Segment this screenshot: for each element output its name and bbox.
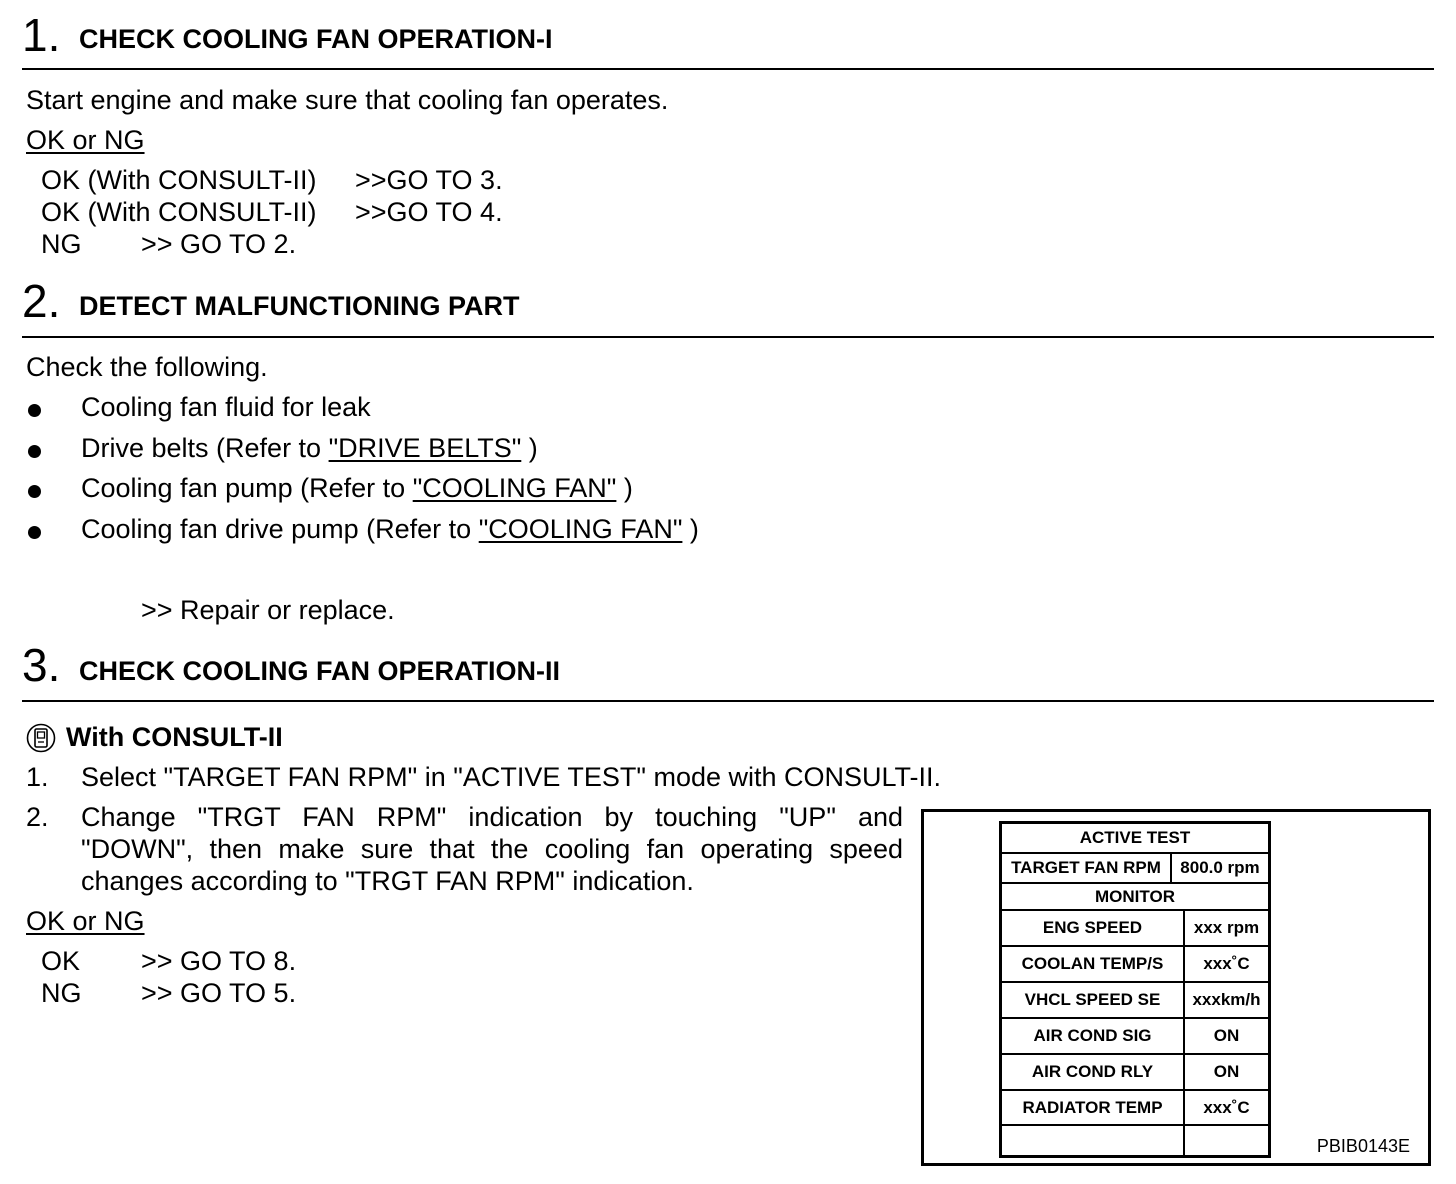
active-test-screen [999,821,1271,1158]
monitor-item-label: AIR COND RLY [1031,1062,1154,1081]
monitor-item-value [1185,1126,1268,1156]
step-2-divider [22,336,1434,338]
check-item-text: Cooling fan fluid for leak [81,392,371,422]
procedure-step-text: Change "TRGT FAN RPM" indication by touching "UP" and "DOWN", then make sure that the cooling fan operating speed changes according to "TRGT FAN RPM" indication. [81,802,903,896]
monitor-item-label: RADIATOR TEMP [1022,1098,1163,1117]
procedure-step-text: Select "TARGET FAN RPM" in "ACTIVE TEST" mode with CONSULT-II. [81,762,942,792]
step-1-title: CHECK COOLING FAN OPERATION-I [79,24,553,54]
bullet-icon [28,445,41,458]
step-1-result-action[interactable]: >>GO TO 3. [355,165,503,195]
target-fan-rpm-value: 800.0 rpm [1180,858,1260,877]
step-1-instruction: Start engine and make sure that cooling fan operates. [26,85,669,115]
step-1-result-action[interactable]: >>GO TO 4. [355,197,503,227]
check-item-suffix: ) [616,473,633,503]
check-item-text: Cooling fan drive pump (Refer to [81,514,479,544]
target-fan-rpm-label: TARGET FAN RPM [1011,858,1161,877]
consult-heading: With CONSULT-II [66,722,283,752]
monitor-item-label [1002,1126,1183,1156]
monitor-item-label: VHCL SPEED SE [1024,990,1161,1009]
step-3-result-action[interactable]: >> GO TO 5. [141,978,297,1008]
step-1-result-label: NG [41,229,82,259]
procedure-step-number: 2. [26,802,49,832]
check-item [81,391,371,423]
monitor-item-value: xxxkm/h [1192,990,1261,1009]
check-item [81,432,538,464]
consult-screen-figure [921,809,1431,1166]
check-item-suffix: ) [521,433,538,463]
monitor-item-value: xxx˚C [1203,1098,1250,1117]
step-3-ok-ng-heading: OK or NG [26,906,145,936]
monitor-item-label: COOLAN TEMP/S [1021,954,1164,973]
figure-id: PBIB0143E [1316,1136,1410,1156]
check-item-text: Drive belts (Refer to [81,433,329,463]
monitor-item-value: xxx˚C [1203,954,1250,973]
monitor-item-label: AIR COND SIG [1033,1026,1152,1045]
drive-belts-link[interactable]: "DRIVE BELTS" [328,433,522,463]
check-item-suffix: ) [682,514,699,544]
step-3-result-label: OK [41,946,81,976]
check-item [81,513,699,545]
monitor-item-value: ON [1213,1026,1240,1045]
step-1-divider [22,68,1434,70]
bullet-icon [28,404,41,417]
bullet-icon [28,526,41,539]
step-3-title: CHECK COOLING FAN OPERATION-II [79,656,561,686]
step-3-divider [22,700,1434,702]
step-2-result: >> Repair or replace. [141,595,395,625]
check-item-text: Cooling fan pump (Refer to [81,473,413,503]
step-3-number: 3. [22,639,61,691]
cooling-fan-link[interactable]: "COOLING FAN" [478,514,683,544]
check-item [81,472,633,504]
bullet-icon [28,485,41,498]
step-3-result-action[interactable]: >> GO TO 8. [141,946,297,976]
step-3-result-label: NG [41,978,82,1008]
step-1-result-action[interactable]: >> GO TO 2. [141,229,297,259]
step-2-number: 2. [22,275,61,327]
step-2-intro: Check the following. [26,352,268,382]
cooling-fan-link[interactable]: "COOLING FAN" [412,473,617,503]
step-1-number: 1. [22,9,61,61]
step-2-title: DETECT MALFUNCTIONING PART [79,291,520,321]
monitor-item-value: xxx rpm [1193,918,1260,937]
step-1-ok-ng-heading: OK or NG [26,125,145,155]
monitor-label: MONITOR [1095,886,1175,906]
screen-title: ACTIVE TEST [1079,828,1191,847]
procedure-step-number: 1. [26,762,49,792]
monitor-item-value: ON [1213,1062,1240,1081]
consult-device-icon [26,723,56,753]
step-1-result-label: OK (With CONSULT-II) [41,165,317,195]
step-1-result-label: OK (With CONSULT-II) [41,197,317,227]
monitor-item-label: ENG SPEED [1042,918,1143,937]
